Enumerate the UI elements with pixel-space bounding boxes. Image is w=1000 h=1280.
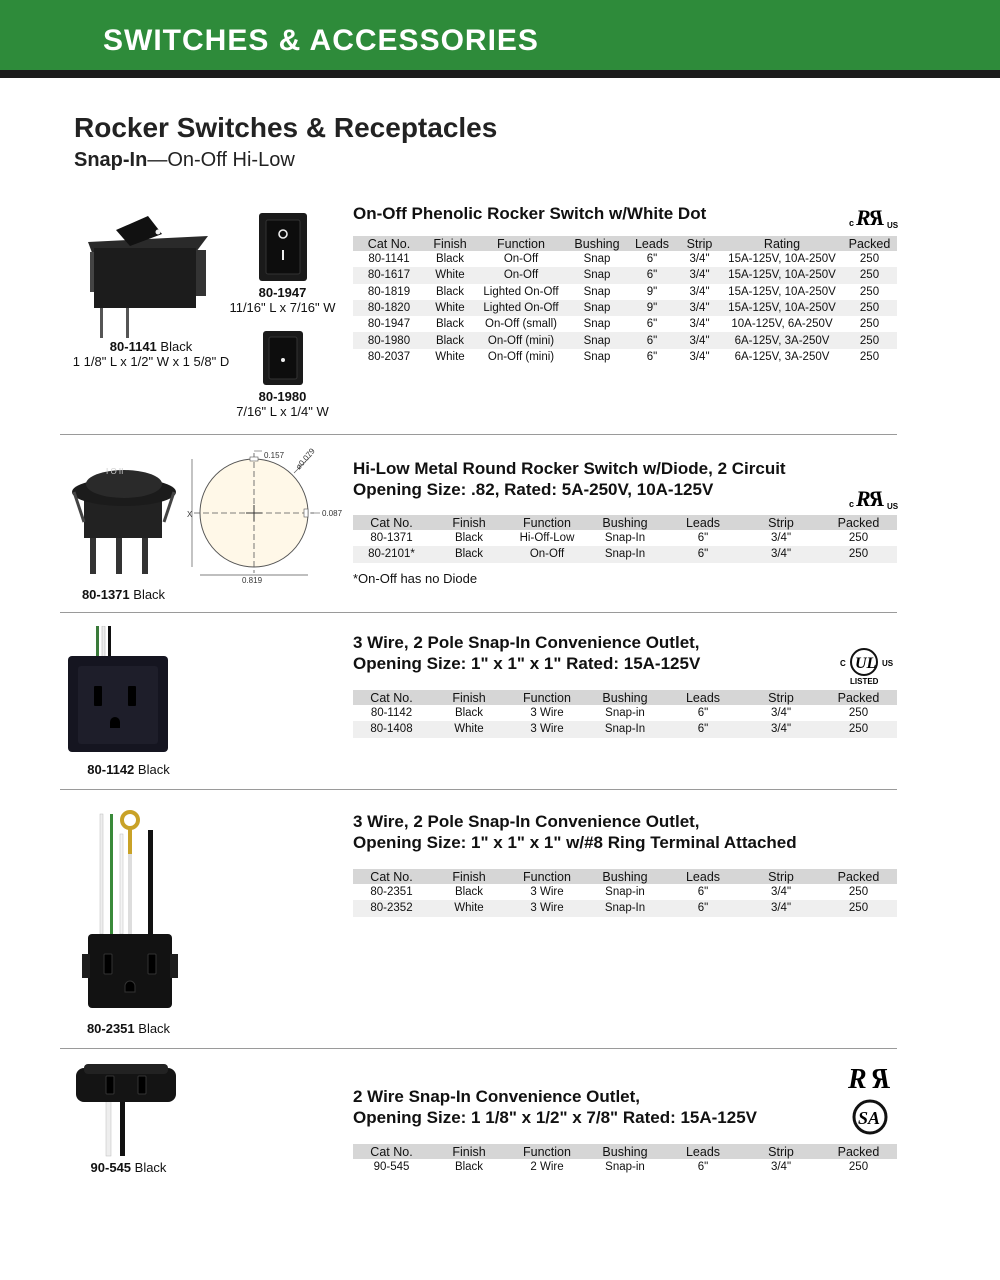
th-function: Function (475, 236, 567, 251)
cell: Snap (583, 350, 611, 363)
cell: 80-1141 (368, 253, 410, 266)
cell: 3/4" (689, 350, 710, 363)
title-line-2: Opening Size: 1" x 1" x 1" Rated: 15A-125V (353, 654, 701, 673)
th-packed: Packed (820, 1144, 897, 1159)
table-row (353, 705, 897, 721)
caption-finish: Black (156, 339, 193, 354)
table-row (353, 300, 897, 316)
cell: 10A-125V, 6A-250V (731, 318, 833, 331)
th-bushing: Bushing (586, 1144, 664, 1159)
cell: 3 Wire (530, 886, 564, 899)
cell: 80-2101* (353, 546, 430, 562)
svg-text:R: R (869, 486, 884, 511)
table-row (353, 349, 897, 365)
caption-dimensions: 1 1/8" L x 1/2" W x 1 5/8" D (72, 354, 230, 369)
cell: Black (430, 546, 508, 562)
cell: On-Off (475, 267, 567, 283)
cell: 6" (697, 532, 709, 545)
cell: 250 (842, 300, 897, 316)
cell: 6" (697, 707, 709, 720)
dim-x-label: X (187, 510, 193, 519)
cell: 80-1371 (370, 532, 413, 545)
cell: 250 (859, 253, 880, 266)
cell: 80-1142 (370, 707, 413, 720)
table-section-3 (353, 690, 897, 738)
cell: Snap (567, 300, 627, 316)
cell: 250 (848, 707, 869, 720)
cell: 250 (842, 332, 897, 348)
th-packed: Packed (820, 690, 897, 705)
cell: Snap-In (586, 546, 664, 562)
round-rocker-80-1371-image (68, 452, 178, 577)
caption-part-number: 80-1947 (258, 285, 307, 300)
cell: 3/4" (742, 900, 820, 916)
cell: Snap (583, 318, 611, 331)
outlet-90-545-image (76, 1062, 180, 1158)
listed-label: LISTED (850, 677, 879, 686)
cell: White (425, 300, 475, 316)
th-leads: Leads (664, 690, 742, 705)
table-row (353, 530, 897, 546)
cell: Black (454, 707, 484, 720)
cell: Snap-in (605, 886, 645, 899)
th-finish: Finish (430, 869, 508, 884)
th-bushing: Bushing (586, 515, 664, 530)
cell: Snap-In (604, 532, 646, 545)
table-row (353, 267, 897, 283)
caption-80-1141 (56, 339, 246, 369)
cell: 6A-125V, 3A-250V (734, 350, 830, 363)
cell: On-Off (mini) (475, 332, 567, 348)
cell: 3/4" (677, 332, 722, 348)
cell: 15A-125V, 10A-250V (722, 267, 842, 283)
caption-finish: Black (129, 587, 166, 602)
cell: Snap (567, 267, 627, 283)
table-row (353, 284, 897, 300)
cell: 80-1820 (353, 300, 425, 316)
svg-text:R: R (848, 1064, 867, 1094)
cell: 90-545 (373, 1161, 410, 1174)
cell: 15A-125V, 10A-250V (728, 285, 836, 298)
caption-80-1947 (210, 285, 355, 315)
cell: 250 (820, 900, 897, 916)
table-row (353, 900, 897, 916)
cell: 80-2352 (353, 900, 430, 916)
th-strip: Strip (742, 690, 820, 705)
caption-finish: Black (134, 1021, 171, 1036)
cell: On-Off (503, 253, 539, 266)
title-line-1: 3 Wire, 2 Pole Snap-In Convenience Outlet, (353, 812, 700, 831)
cell: 6" (664, 900, 742, 916)
svg-text:R: R (856, 205, 871, 230)
cell: 3/4" (689, 253, 710, 266)
th-function: Function (508, 869, 586, 884)
caption-finish: Black (134, 762, 170, 777)
caption-part-number: 80-2351 (86, 1021, 135, 1036)
cell: On-Off (mini) (487, 350, 555, 363)
section-4-title (353, 811, 797, 853)
cell: Black (454, 1161, 484, 1174)
th-packed: Packed (842, 236, 897, 251)
th-strip: Strip (742, 1144, 820, 1159)
title-line-1: 2 Wire Snap-In Convenience Outlet, (353, 1087, 641, 1106)
th-packed: Packed (820, 515, 897, 530)
table-row (353, 1159, 897, 1175)
cell: Lighted On-Off (475, 300, 567, 316)
table-section-1 (353, 236, 897, 365)
cell: 6" (646, 253, 658, 266)
section-3-title (353, 632, 700, 674)
cell: 6A-125V, 3A-250V (722, 332, 842, 348)
cell: 6" (627, 267, 677, 283)
table-row (353, 884, 897, 900)
cell: 6" (664, 721, 742, 737)
th-strip: Strip (677, 236, 722, 251)
cell: 3/4" (770, 886, 792, 899)
cell: Black (454, 532, 484, 545)
cell: 80-1617 (353, 267, 425, 283)
th-bushing: Bushing (586, 690, 664, 705)
cell: 250 (820, 721, 897, 737)
svg-text:c: c (849, 499, 855, 509)
outlet-80-2351-image (74, 794, 186, 1012)
th-catno: Cat No. (353, 236, 425, 251)
dim-right-label: 0.087 (322, 509, 343, 518)
th-bushing: Bushing (586, 869, 664, 884)
th-strip: Strip (742, 869, 820, 884)
cell: White (430, 721, 508, 737)
th-strip: Strip (742, 515, 820, 530)
cell: 3/4" (770, 1161, 792, 1174)
cell: 3/4" (677, 300, 722, 316)
cell: 3 Wire (530, 707, 564, 720)
cell: 3/4" (689, 285, 710, 298)
section-divider (60, 1048, 897, 1049)
table-row (353, 332, 897, 348)
c-label: C (840, 659, 846, 668)
cell: 80-2351 (370, 886, 413, 899)
cell: 6" (697, 1161, 709, 1174)
cell: 250 (848, 886, 869, 899)
svg-text:UL: UL (855, 655, 877, 672)
cell: 250 (859, 285, 880, 298)
cell: On-Off (small) (485, 318, 557, 331)
cell: 15A-125V, 10A-250V (722, 300, 842, 316)
subtitle-bold: Snap-In (74, 149, 148, 171)
caption-80-1980 (210, 389, 355, 419)
dimension-diagram (184, 443, 349, 588)
csa-icon (852, 1097, 892, 1137)
cell: 80-1819 (367, 285, 411, 298)
cell: White (425, 267, 475, 283)
svg-text:R: R (871, 1064, 890, 1094)
table-row (353, 546, 897, 562)
cell: 2 Wire (530, 1161, 564, 1174)
banner-title: SWITCHES & ACCESSORIES (103, 24, 539, 57)
section-divider (60, 789, 897, 790)
cell: 15A-125V, 10A-250V (728, 253, 836, 266)
cell: 3 Wire (508, 721, 586, 737)
cell: 3 Wire (508, 900, 586, 916)
cell: 3/4" (742, 546, 820, 562)
svg-text:R: R (869, 205, 884, 230)
cell: Snap-in (605, 707, 645, 720)
caption-dimensions: 7/16" L x 1/4" W (236, 404, 329, 419)
caption-finish: Black (131, 1160, 167, 1175)
section-divider (60, 434, 897, 435)
th-finish: Finish (425, 236, 475, 251)
caption-part-number: 80-1371 (81, 587, 130, 602)
subtitle-rest: —On-Off Hi-Low (147, 149, 295, 171)
cell: Snap (583, 253, 611, 266)
cell: 6" (664, 546, 742, 562)
th-leads: Leads (664, 869, 742, 884)
caption-dimensions: 11/16" L x 7/16" W (229, 300, 336, 315)
cell: 3/4" (770, 532, 792, 545)
th-finish: Finish (430, 515, 508, 530)
cell: On-Off (508, 546, 586, 562)
cell: Black (454, 886, 484, 899)
th-catno: Cat No. (353, 515, 430, 530)
cell: 3/4" (677, 267, 722, 283)
cul-us-listed-icon (840, 642, 898, 688)
cell: Hi-Off-Low (519, 532, 575, 545)
cell: 250 (848, 532, 869, 545)
cell: 6" (646, 350, 658, 363)
svg-text:I O II: I O II (106, 467, 124, 476)
page-subtitle (74, 149, 295, 172)
title-line-2: Opening Size: 1 1/8" x 1/2" x 7/8" Rated: 15A-125V (353, 1108, 758, 1127)
th-function: Function (508, 515, 586, 530)
section-2-title (353, 458, 786, 500)
cell: 6" (627, 332, 677, 348)
page-title: Rocker Switches & Receptacles (74, 112, 498, 143)
cell: Black (435, 318, 465, 331)
th-catno: Cat No. (353, 1144, 430, 1159)
cell: 3/4" (770, 707, 792, 720)
svg-text:US: US (887, 502, 899, 511)
caption-80-1371 (56, 587, 191, 602)
ur-icon (846, 1060, 896, 1094)
cell: 3/4" (742, 721, 820, 737)
header-banner (0, 0, 1000, 78)
title-line-1: Hi-Low Metal Round Rocker Switch w/Diode, 2 Circuit (353, 459, 786, 478)
cell: 3/4" (689, 318, 710, 331)
dim-diameter-label: ø0.079 (293, 446, 317, 472)
th-leads: Leads (664, 515, 742, 530)
cell: 9" (627, 300, 677, 316)
th-finish: Finish (430, 690, 508, 705)
cell: 80-1408 (353, 721, 430, 737)
section-1-title: On-Off Phenolic Rocker Switch w/White Dot (353, 204, 707, 223)
cell: 250 (848, 1161, 869, 1174)
cur-us-icon (848, 485, 900, 511)
cell: 250 (842, 267, 897, 283)
cell: Black (435, 285, 465, 298)
th-finish: Finish (430, 1144, 508, 1159)
cell: 250 (859, 350, 880, 363)
section-divider (60, 612, 897, 613)
cell: Snap (567, 332, 627, 348)
dim-width-label: 0.819 (242, 576, 263, 585)
csa-label: SA (858, 1108, 881, 1128)
th-function: Function (508, 690, 586, 705)
outlet-80-1142-image (68, 626, 174, 756)
cell: Lighted On-Off (483, 285, 559, 298)
th-catno: Cat No. (353, 869, 430, 884)
table-row (353, 251, 897, 267)
caption-part-number: 80-1142 (87, 762, 135, 777)
table-row (353, 316, 897, 332)
title-line-2: Opening Size: 1" x 1" x 1" w/#8 Ring Terminal Attached (353, 833, 797, 852)
cell: Black (425, 332, 475, 348)
caption-part-number: 80-1980 (258, 389, 307, 404)
cell: 9" (646, 285, 658, 298)
cell: White (430, 900, 508, 916)
th-function: Function (508, 1144, 586, 1159)
caption-80-2351 (56, 1021, 201, 1036)
caption-part-number: 90-545 (90, 1160, 132, 1175)
cell: 6" (697, 886, 709, 899)
cell: Black (435, 253, 465, 266)
cell: Snap-In (586, 900, 664, 916)
th-catno: Cat No. (353, 690, 430, 705)
title-line-2: Opening Size: .82, Rated: 5A-250V, 10A-125V (353, 480, 714, 499)
th-leads: Leads (627, 236, 677, 251)
cell: 80-1947 (367, 318, 411, 331)
cell: Snap-in (605, 1161, 645, 1174)
svg-text:c: c (849, 218, 855, 228)
cell: 250 (820, 546, 897, 562)
cell: 250 (859, 318, 880, 331)
dim-top-label: 0.157 (264, 451, 285, 460)
caption-90-545 (56, 1160, 201, 1175)
th-packed: Packed (820, 869, 897, 884)
cell: 6" (646, 318, 658, 331)
rocker-switch-80-1980-image (262, 330, 304, 386)
table-section-5 (353, 1144, 897, 1175)
footnote: *On-Off has no Diode (353, 571, 478, 586)
svg-text:US: US (887, 221, 899, 230)
th-bushing: Bushing (567, 236, 627, 251)
th-leads: Leads (664, 1144, 742, 1159)
rocker-switch-80-1141-image (86, 212, 211, 340)
rocker-switch-80-1947-image (258, 212, 308, 282)
caption-part-number: 80-1141 (109, 339, 157, 354)
cell: Snap (583, 285, 611, 298)
table-row (353, 721, 897, 737)
table-section-4 (353, 869, 897, 917)
th-rating: Rating (722, 236, 842, 251)
section-5-title (353, 1086, 757, 1128)
title-line-1: 3 Wire, 2 Pole Snap-In Convenience Outlet, (353, 633, 700, 652)
cur-us-icon (848, 204, 900, 230)
cell: White (435, 350, 465, 363)
cell: Snap-In (586, 721, 664, 737)
caption-80-1142 (56, 762, 201, 777)
us-label: US (882, 659, 894, 668)
table-section-2 (353, 515, 897, 563)
svg-text:R: R (856, 486, 871, 511)
cell: 80-1980 (353, 332, 425, 348)
cell: 80-2037 (367, 350, 411, 363)
